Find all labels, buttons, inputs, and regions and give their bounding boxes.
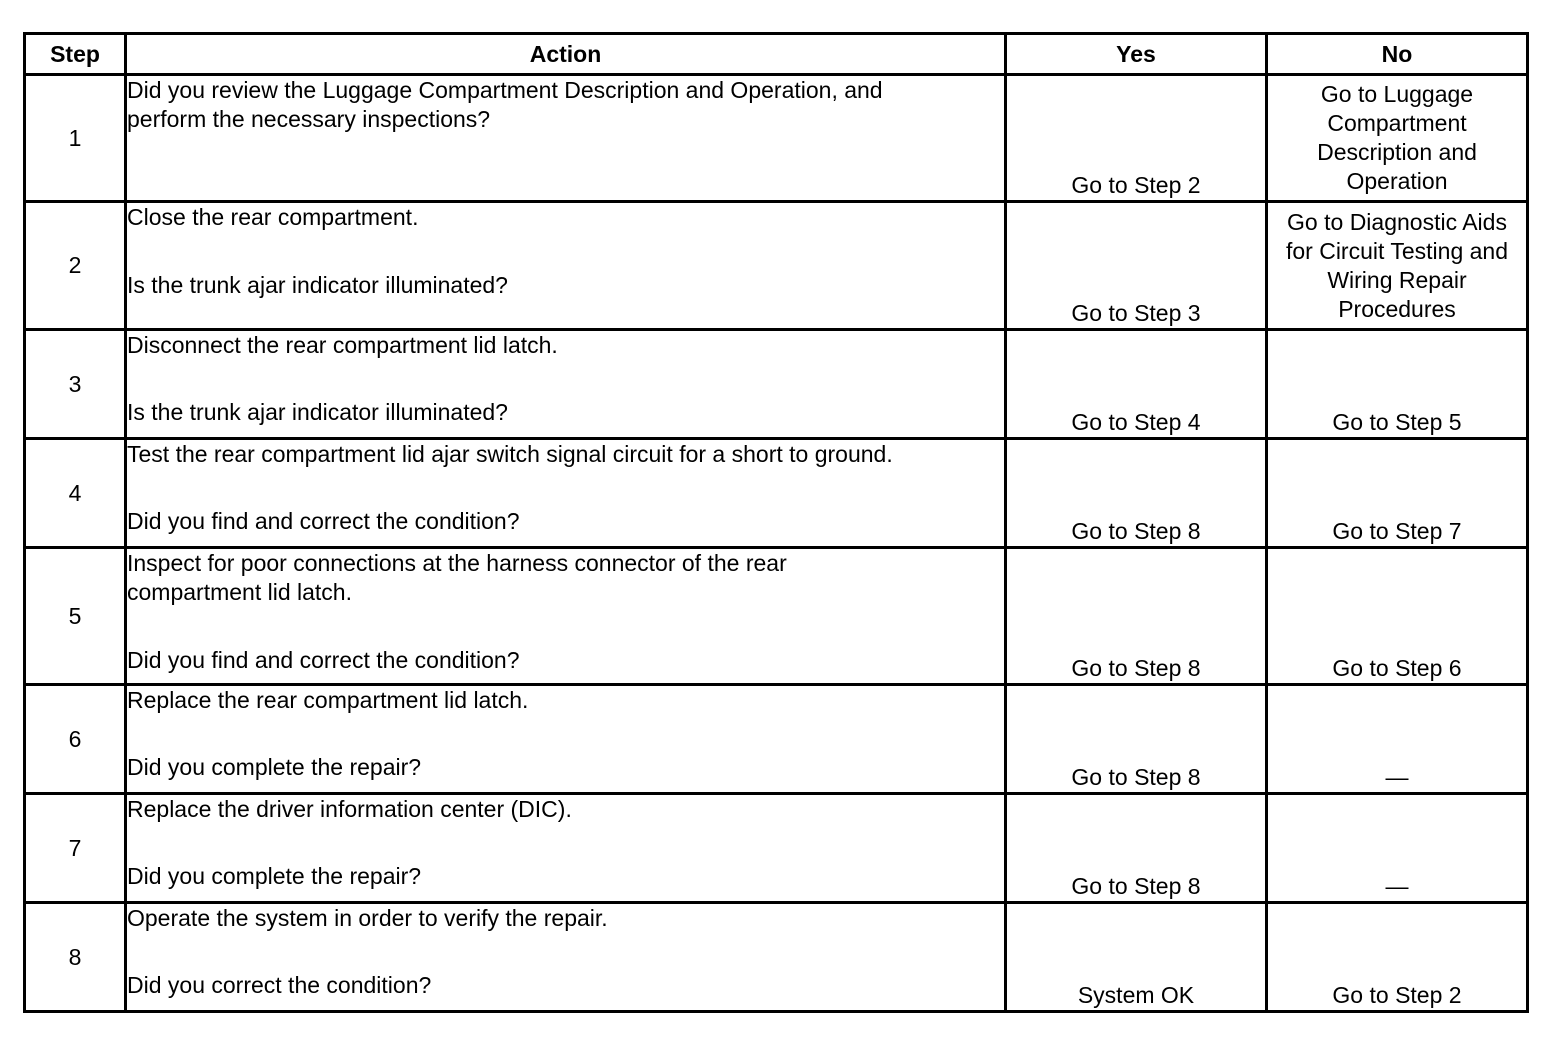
header-no: No: [1267, 34, 1528, 75]
yes-cell: Go to Step 8: [1006, 439, 1267, 548]
action-text: Disconnect the rear compartment lid latch.: [127, 332, 558, 358]
diagnostic-table: [23, 32, 1529, 1013]
no-cell: [1267, 75, 1528, 202]
action-cell: [126, 439, 1006, 548]
action-cell: [126, 330, 1006, 439]
no-text: Go to Diagnostic Aids: [1287, 208, 1507, 235]
yes-cell: System OK: [1006, 903, 1267, 1012]
step-number: 7: [25, 794, 126, 903]
action-question: Did you correct the condition?: [127, 972, 432, 998]
no-cell: Go to Step 7: [1267, 439, 1528, 548]
action-question: Did you complete the repair?: [127, 863, 422, 889]
header-action: Action: [126, 34, 1006, 75]
header-step: Step: [25, 34, 126, 75]
yes-cell: Go to Step 3: [1006, 202, 1267, 330]
yes-cell: Go to Step 4: [1006, 330, 1267, 439]
table-row: [25, 685, 1528, 794]
action-question: Did you complete the repair?: [127, 754, 422, 780]
step-number: 3: [25, 330, 126, 439]
action-text: Replace the rear compartment lid latch.: [127, 687, 529, 713]
action-text: perform the necessary inspections?: [127, 106, 491, 132]
action-text: Inspect for poor connections at the harness connector of the rear: [127, 550, 787, 576]
table-row: [25, 202, 1528, 330]
action-cell: [126, 75, 1006, 202]
no-cell: —: [1267, 794, 1528, 903]
action-cell: [126, 685, 1006, 794]
table-row: [25, 439, 1528, 548]
step-number: 5: [25, 548, 126, 685]
table-row: [25, 330, 1528, 439]
table-row: [25, 794, 1528, 903]
action-cell: [126, 794, 1006, 903]
step-number: 1: [25, 75, 126, 202]
step-number: 8: [25, 903, 126, 1012]
action-question: Is the trunk ajar indicator illuminated?: [127, 272, 508, 298]
no-text: for Circuit Testing and: [1285, 237, 1508, 264]
step-number: 2: [25, 202, 126, 330]
step-number: 4: [25, 439, 126, 548]
no-text: Operation: [1346, 168, 1448, 194]
no-cell: —: [1267, 685, 1528, 794]
action-question: Is the trunk ajar indicator illuminated?: [127, 399, 508, 425]
action-text: Close the rear compartment.: [127, 204, 419, 230]
action-question: Did you find and correct the condition?: [127, 647, 520, 673]
action-cell: [126, 202, 1006, 330]
yes-cell: Go to Step 8: [1006, 794, 1267, 903]
action-text: Did you review the Luggage Compartment Description and Operation, and: [127, 77, 883, 103]
action-text: Operate the system in order to verify the repair.: [127, 905, 608, 931]
action-text: Test the rear compartment lid ajar switch signal circuit for a short to ground.: [127, 441, 893, 467]
no-cell: [1267, 202, 1528, 330]
action-cell: [126, 548, 1006, 685]
step-number: 6: [25, 685, 126, 794]
action-question: Did you find and correct the condition?: [127, 508, 520, 534]
table-row: [25, 903, 1528, 1012]
no-text: Compartment: [1327, 110, 1467, 136]
no-text: Description and: [1317, 139, 1477, 165]
no-text: Procedures: [1338, 295, 1456, 322]
no-text: Wiring Repair: [1327, 266, 1467, 293]
no-cell: Go to Step 6: [1267, 548, 1528, 685]
header-yes: Yes: [1006, 34, 1267, 75]
no-cell: Go to Step 2: [1267, 903, 1528, 1012]
yes-cell: Go to Step 2: [1006, 75, 1267, 202]
table-row: [25, 75, 1528, 202]
no-text: Go to Luggage: [1320, 81, 1474, 107]
action-text: Replace the driver information center (DIC).: [127, 796, 572, 822]
no-cell: Go to Step 5: [1267, 330, 1528, 439]
yes-cell: Go to Step 8: [1006, 548, 1267, 685]
yes-cell: Go to Step 8: [1006, 685, 1267, 794]
action-cell: [126, 903, 1006, 1012]
header-row: [25, 34, 1528, 75]
table-row: [25, 548, 1528, 685]
action-text: compartment lid latch.: [127, 579, 352, 605]
